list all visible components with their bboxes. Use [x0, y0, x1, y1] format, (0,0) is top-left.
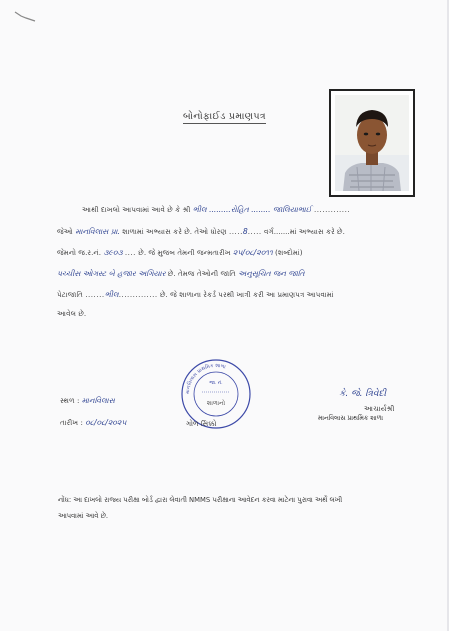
line2-rest: શાળામાં અભ્યાસ કરે છે. તેઓ ધોરણ	[122, 227, 227, 236]
line-closing: આવેલ છે.	[57, 309, 87, 318]
corner-scribble-icon	[14, 10, 36, 22]
note-line-2: આપવામાં આવે છે.	[58, 512, 109, 520]
student-photo-frame	[329, 89, 415, 197]
line3-end: (શબ્દોમાં)	[275, 248, 303, 257]
place-label: સ્થળ :	[60, 396, 80, 405]
date-value: ૦૮/૦૮/૨૦૨૫	[85, 418, 127, 427]
line2-prefix: જેઓ	[57, 227, 73, 236]
line5-prefix: પેટાજાતિ	[57, 290, 83, 299]
place-value: માનવિલાસ	[81, 396, 115, 405]
line-school	[57, 227, 345, 237]
subcaste-dots: .......	[85, 290, 105, 299]
svg-text:માનવિલાસ પ્રાથમિક શાળા	[185, 363, 227, 395]
stamp-inner-text: શાળાનો	[206, 400, 226, 407]
line5-rest: છે. જે શાળાના રેકર્ડ પરથી ખાત્રી કરી આ પ્રમાણપત્ર આપવામાં	[159, 290, 334, 299]
standard-field: 8	[242, 227, 248, 236]
caste-field: અનુસૂચિત જન જાતિ	[238, 269, 305, 278]
student-name-field: ભીલ .........રોહિત ........ જાલિયાભાઈ	[192, 205, 312, 214]
principal-signature: કે. જે. ત્રિવેદી	[339, 389, 387, 399]
line2-end: વર્ગ.......માં અભ્યાસ કરે છે.	[263, 227, 345, 236]
place-line	[60, 396, 115, 406]
date-label: તારીખ :	[60, 418, 83, 427]
student-photo	[335, 95, 409, 191]
gr-dots: ....	[124, 248, 136, 257]
line3-prefix: જેમનો જ.ર.નં.	[57, 248, 102, 257]
subcaste-dots-2: ..............	[118, 290, 158, 299]
line-student-name	[82, 205, 350, 215]
stamp-number-text: જા. નં.	[209, 381, 223, 386]
line-caste	[57, 269, 305, 279]
dob-field: ૨૫/૦૮/૨૦૧૧	[232, 248, 273, 257]
stamp-ring-text: માનવિલાસ પ્રાથમિક શાળા	[184, 362, 227, 395]
dob-words-field: પચ્ચીસ ઓગસ્ટ બે હજાર અગિયાર	[57, 269, 166, 278]
school-field: માનવિલાસ પ્રા.	[75, 227, 120, 236]
certificate-title: બોનોફાઈડ પ્રમાણપત્ર	[183, 111, 266, 122]
line3-mid: છે. જે મુજબ તેમની જન્મતારીખ	[138, 248, 231, 257]
note-line-1: નોંધ: આ દાખલો રાજ્ય પરીક્ષા બોર્ડ દ્વારા લેવાતી NMMS પરીક્ષાના આવેદન કરવા માટેના પુરાવા અર્થે લખી	[58, 496, 343, 504]
line-birthdate	[57, 248, 303, 258]
principal-role: આચાર્યશ્રી	[364, 404, 395, 413]
gr-number-field: ૩૯૦૩	[103, 248, 123, 257]
stamp-label: ગોળ સિક્કો	[186, 419, 217, 428]
line1-prefix: આથી દાખલો આપવામાં આવે છે કે શ્રી	[82, 205, 191, 214]
line4-mid: છે. તેમજ તેઓની જાતિ	[167, 269, 236, 278]
line1-dots: .............	[313, 205, 351, 214]
date-line	[60, 418, 126, 428]
line-subcaste	[57, 290, 334, 300]
subcaste-field: ભીલ	[104, 290, 119, 299]
std-dots-2: .....	[247, 227, 262, 236]
std-dots: .....	[228, 227, 243, 236]
school-name: માનવિલાસ પ્રાથમિક શાળા	[318, 415, 384, 422]
